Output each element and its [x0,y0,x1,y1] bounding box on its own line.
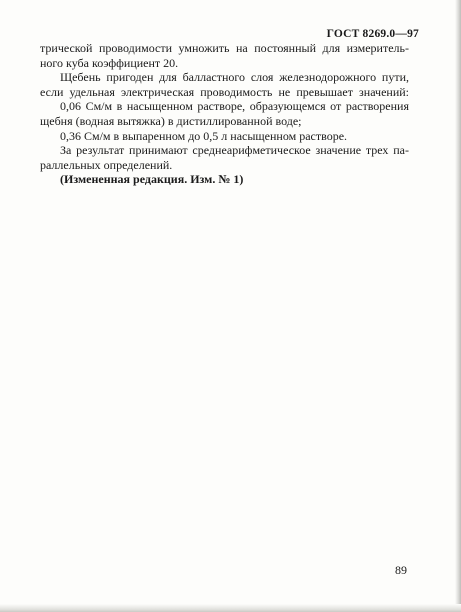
text-line: ного куба коэффициент 20. [40,55,179,70]
text-line: трической проводимости умножить на постоянный для измеритель- [40,41,409,55]
page-number: 89 [395,563,407,577]
scan-edge-shadow [0,604,461,612]
paragraph-line: 0,36 См/м в выпаренном до 0,5 л насыщенном растворе. [60,128,348,143]
paragraph-line: Щебень пригоден для балластного слоя железнодорожного пути, [60,70,409,85]
scan-edge-shadow [455,0,461,612]
amendment-note: (Измененная редакция. Изм. № 1) [60,172,244,187]
paragraph-line: 0,06 См/м в насыщенном растворе, образующемся от растворения [60,99,409,114]
text-line: раллельных определений. [40,157,173,172]
standard-code-header: ГОСТ 8269.0—97 [326,28,419,40]
body-text [40,41,409,187]
text-line: если удельная электрическая проводимость не превышает значений: [40,84,409,99]
paragraph-line: За результат принимают среднеарифметическое значение трех па- [60,143,409,158]
text-line: щебня (водная вытяжка) в дистиллированной воде; [40,113,302,128]
